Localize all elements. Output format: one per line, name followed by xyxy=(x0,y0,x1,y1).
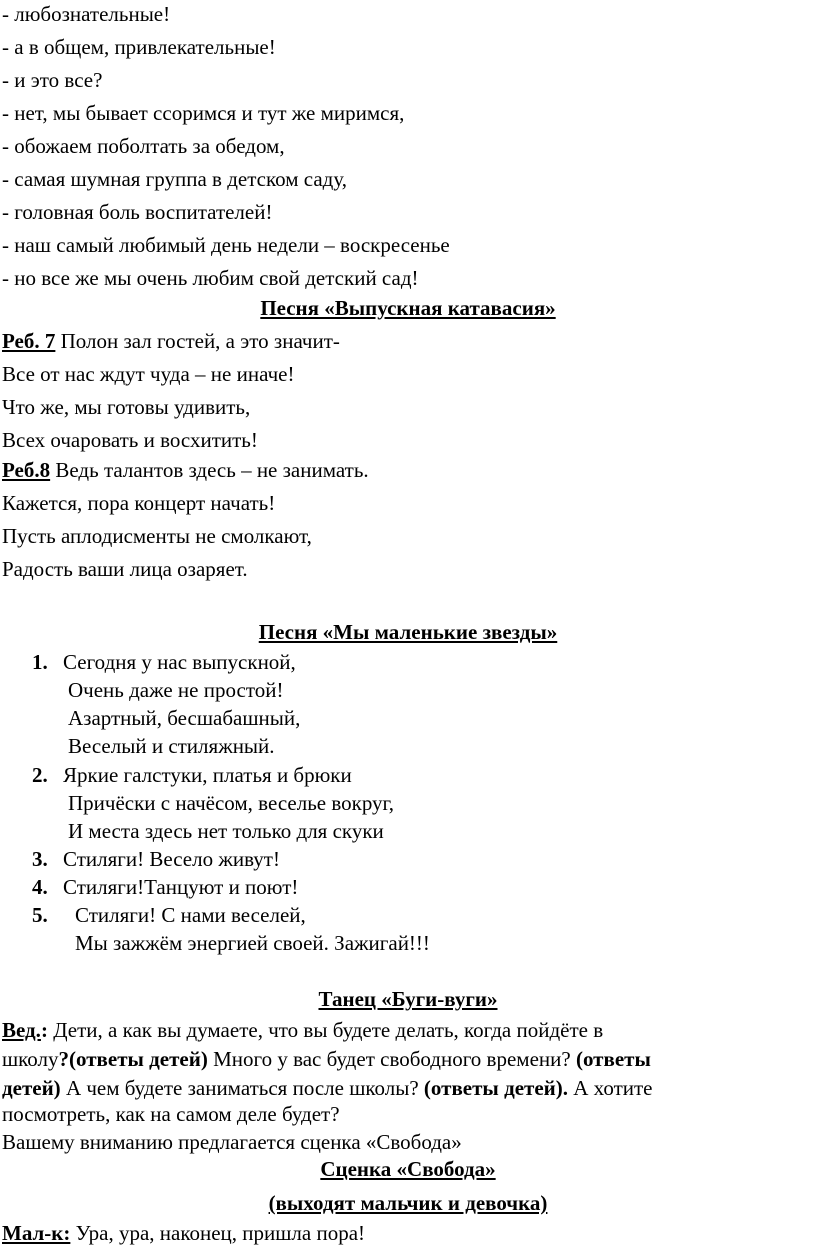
song2-item-number: 3. xyxy=(32,847,48,871)
song2-line: Мы зажжём энергией своей. Зажигай!!! xyxy=(75,931,430,955)
song2-line: Стиляги!Танцуют и поют! xyxy=(63,875,299,899)
song2-title: Песня «Мы маленькие звезды» xyxy=(258,620,558,644)
song2-item-number: 1. xyxy=(32,650,48,674)
reb8-line: Кажется, пора концерт начать! xyxy=(2,491,276,515)
intro-line: - и это все? xyxy=(2,68,103,92)
intro-line: - наш самый любимый день недели – воскресенье xyxy=(2,233,450,257)
reb7-line: Все от нас ждут чуда – не иначе! xyxy=(2,362,295,386)
intro-line: - нет, мы бывает ссоримся и тут же миримся, xyxy=(2,101,405,125)
reb7-line: Что же, мы готовы удивить, xyxy=(2,395,251,419)
ved-line: детей) А чем будете заниматься после школы? (ответы детей). А хотите xyxy=(2,1076,653,1100)
song2-line: И места здесь нет только для скуки xyxy=(68,819,384,843)
song2-line: Стиляги! Весело живут! xyxy=(63,847,280,871)
intro-line: - обожаем поболтать за обедом, xyxy=(2,134,285,158)
intro-line: - любознательные! xyxy=(2,2,171,26)
ved-speaker: Вед. xyxy=(2,1018,41,1042)
ved-line: школу?(ответы детей) Много у вас будет свободного времени? (ответы xyxy=(2,1047,651,1071)
reb8-line: Пусть аплодисменты не смолкают, xyxy=(2,524,312,548)
malk-line: Мал-к: Ура, ура, наконец, пришла пора! xyxy=(2,1221,366,1245)
intro-line: - головная боль воспитателей! xyxy=(2,200,273,224)
reb8-line: Радость ваши лица озаряет. xyxy=(2,557,248,581)
reb7-text: Полон зал гостей, а это значит- xyxy=(55,329,340,353)
reb7-speaker: Реб. 7 xyxy=(2,329,56,353)
scene-title: Сценка «Свобода» xyxy=(320,1157,496,1181)
song1-title: Песня «Выпускная катавасия» xyxy=(260,296,556,320)
song2-line: Очень даже не простой! xyxy=(68,678,284,702)
intro-line: - а в общем, привлекательные! xyxy=(2,35,276,59)
reb8-text: Ведь талантов здесь – не занимать. xyxy=(50,458,369,482)
reb8-line1 xyxy=(2,458,369,482)
song2-item-number: 4. xyxy=(32,875,48,899)
intro-line: - но все же мы очень любим свой детский сад! xyxy=(2,266,419,290)
reb7-line: Всех очаровать и восхитить! xyxy=(2,428,258,452)
dance-title: Танец «Буги-вуги» xyxy=(318,987,498,1011)
song2-item-number: 5. xyxy=(32,903,48,927)
song2-line: Причёски с начёсом, веселье вокруг, xyxy=(68,791,395,815)
song2-line: Азартный, бесшабашный, xyxy=(68,706,301,730)
song2-line: Сегодня у нас выпускной, xyxy=(63,650,296,674)
ved-line: Вашему вниманию предлагается сценка «Свобода» xyxy=(2,1130,462,1154)
reb7-line1 xyxy=(2,329,340,353)
ved-line: Вед.: Дети, а как вы думаете, что вы будете делать, когда пойдёте в xyxy=(2,1018,604,1042)
song2-line: Яркие галстуки, платья и брюки xyxy=(63,763,352,787)
song2-line: Стиляги! С нами веселей, xyxy=(75,903,306,927)
scene-subtitle: (выходят мальчик и девочка) xyxy=(268,1191,548,1215)
malk-speaker: Мал-к: xyxy=(2,1221,71,1245)
intro-line: - самая шумная группа в детском саду, xyxy=(2,167,347,191)
reb8-speaker: Реб.8 xyxy=(2,458,51,482)
song2-item-number: 2. xyxy=(32,763,48,787)
ved-line: посмотреть, как на самом деле будет? xyxy=(2,1102,340,1126)
song2-line: Веселый и стиляжный. xyxy=(68,734,275,758)
